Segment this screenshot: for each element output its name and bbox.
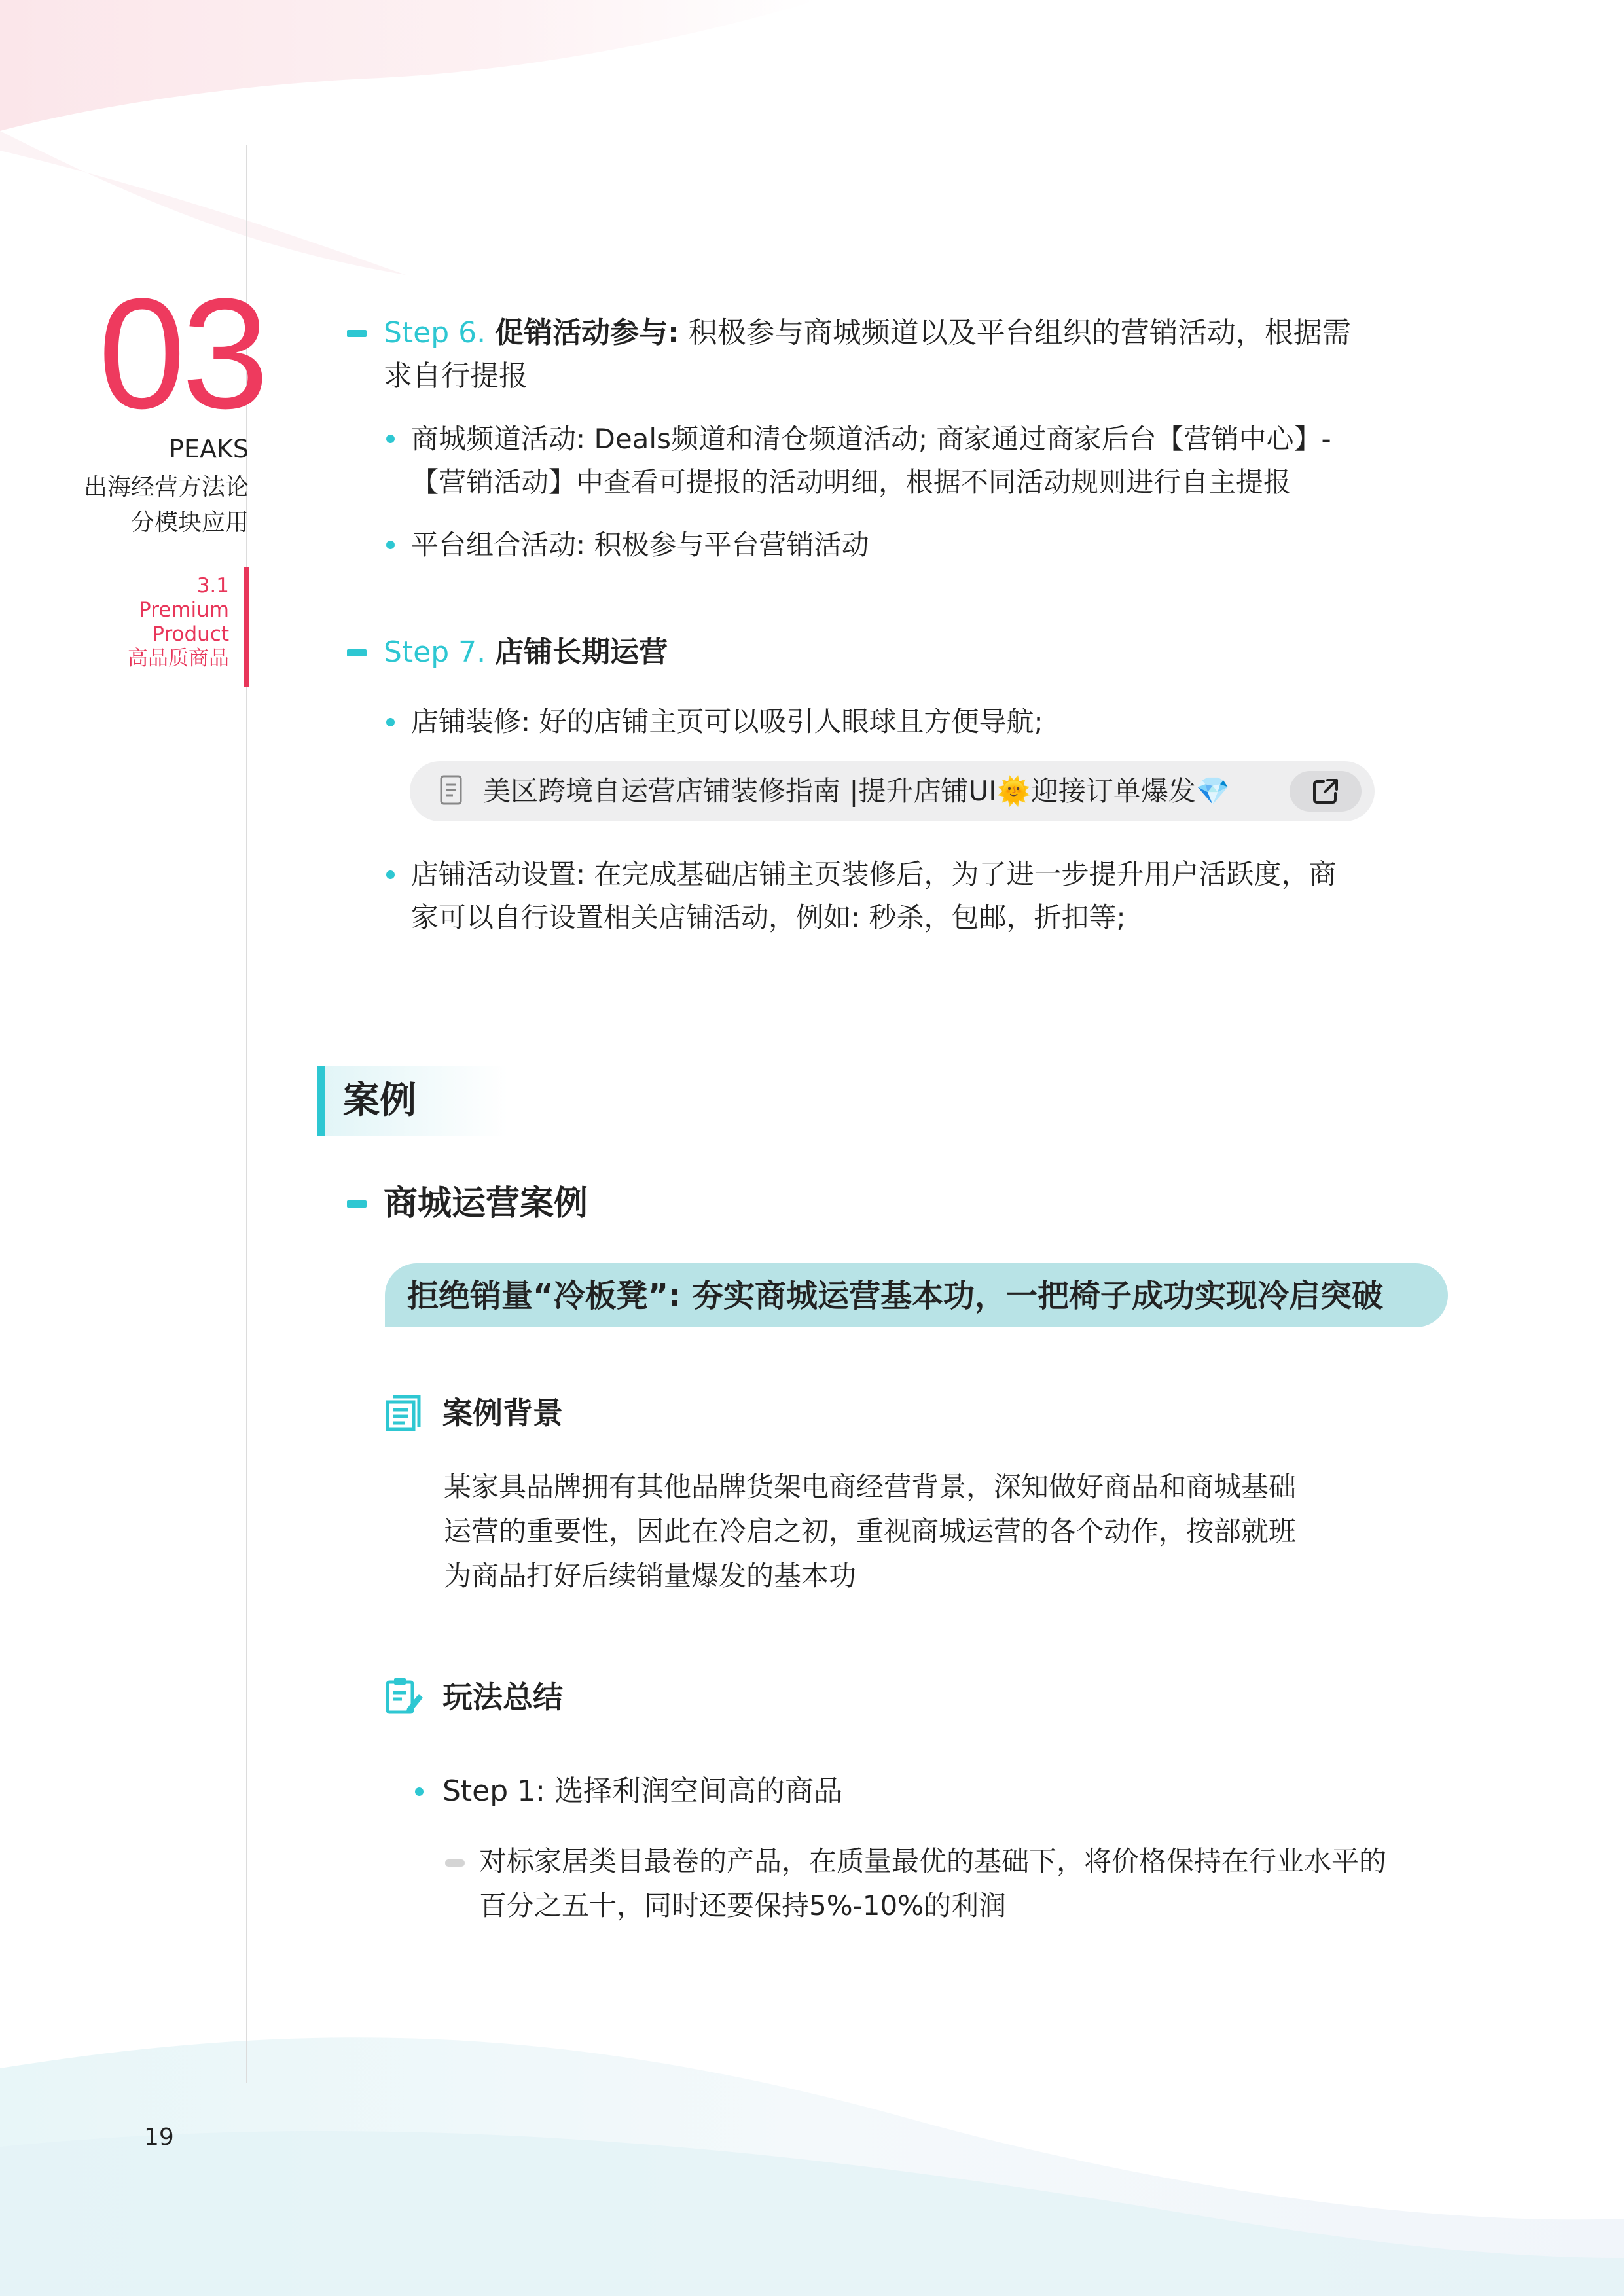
document-icon (440, 775, 462, 805)
step6-text-1: 积极参与商城频道以及平台组织的营销活动，根据需 (688, 316, 1351, 350)
step6-heading (384, 312, 1405, 355)
document-list-icon (385, 1394, 423, 1432)
case-sub-heading: 商城运营案例 (384, 1184, 588, 1223)
step7-bullet-2-line2: 家可以自行设置相关店铺活动，例如: 秒杀，包邮，折扣等; (411, 901, 1126, 933)
bullet-dot (386, 541, 395, 549)
step7-bullet-2-line1: 店铺活动设置: 在完成基础店铺主页装修后，为了进一步提升用户活跃度，商 (411, 858, 1337, 890)
step6-bullet-2: 平台组合活动: 积极参与平台营销活动 (411, 529, 869, 561)
section-title-cn: 高品质商品 (128, 647, 229, 670)
case-background-line: 为商品打好后续销量爆发的基本功 (444, 1560, 857, 1592)
chapter-title-cn-1: 出海经营方法论 (83, 474, 249, 501)
summary-detail-line1: 对标家居类目最卷的产品，在质量最优的基础下，将价格保持在行业水平的 (479, 1845, 1387, 1877)
bottom-wave-decoration (0, 1977, 1624, 2296)
doc-link-text[interactable]: 美区跨境自运营店铺装修指南 |提升店铺UI🌞迎接订单爆发💎 (483, 775, 1231, 807)
chapter-number: 03 (98, 266, 265, 441)
step7-bullet-1: 店铺装修: 好的店铺主页可以吸引人眼球且方便导航; (411, 706, 1043, 738)
step7-dash (347, 649, 367, 656)
bullet-dot (415, 1787, 424, 1796)
sub-item-dash (445, 1859, 465, 1867)
step6-dash (347, 330, 367, 337)
edit-notes-icon (385, 1677, 423, 1715)
highlight-text: 拒绝销量“冷板凳”: 夯实商城运营基本功，一把椅子成功实现冷启突破 (407, 1278, 1384, 1314)
bullet-dot (386, 435, 395, 443)
bullet-dot (386, 718, 395, 726)
chapter-title-cn-2: 分模块应用 (130, 509, 249, 536)
case-background-title: 案例背景 (442, 1395, 563, 1431)
section-marker (244, 567, 249, 687)
case-heading-bar (317, 1066, 325, 1136)
case-background-text (444, 1465, 1399, 1598)
case-heading: 案例 (343, 1079, 416, 1122)
step6-label: Step 6. (384, 316, 486, 350)
page-number: 19 (144, 2124, 174, 2151)
step7-heading (384, 631, 1405, 674)
step7-title: 店铺长期运营 (495, 636, 668, 669)
step6-bullet-1-line1: 商城频道活动: Deals频道和清仓频道活动; 商家通过商家后台【营销中心】- (411, 423, 1331, 455)
step6-bullet-1-line2: 【营销活动】中查看可提报的活动明细，根据不同活动规则进行自主提报 (411, 466, 1291, 498)
step6-text-2: 求自行提报 (384, 359, 528, 393)
summary-step-1: Step 1: 选择利润空间高的商品 (442, 1774, 842, 1808)
case-summary-title: 玩法总结 (442, 1679, 563, 1715)
case-background-line: 某家具品牌拥有其他品牌货架电商经营背景，深知做好商品和商城基础 (444, 1471, 1297, 1503)
step7-label: Step 7. (384, 636, 486, 669)
external-link-icon[interactable] (1312, 778, 1339, 805)
section-title-en-1: Premium (139, 598, 229, 622)
bullet-dot (386, 870, 395, 879)
chapter-title-en: PEAKS (169, 435, 249, 463)
section-title-en-2: Product (152, 622, 229, 646)
case-background-line: 运营的重要性，因此在冷启之初，重视商城运营的各个动作，按部就班 (444, 1515, 1297, 1547)
summary-detail-line2: 百分之五十，同时还要保持5%-10%的利润 (479, 1890, 1007, 1922)
step6-title: 促销活动参与: (495, 316, 679, 350)
section-number: 3.1 (196, 574, 229, 598)
case-sub-dash (347, 1200, 367, 1208)
